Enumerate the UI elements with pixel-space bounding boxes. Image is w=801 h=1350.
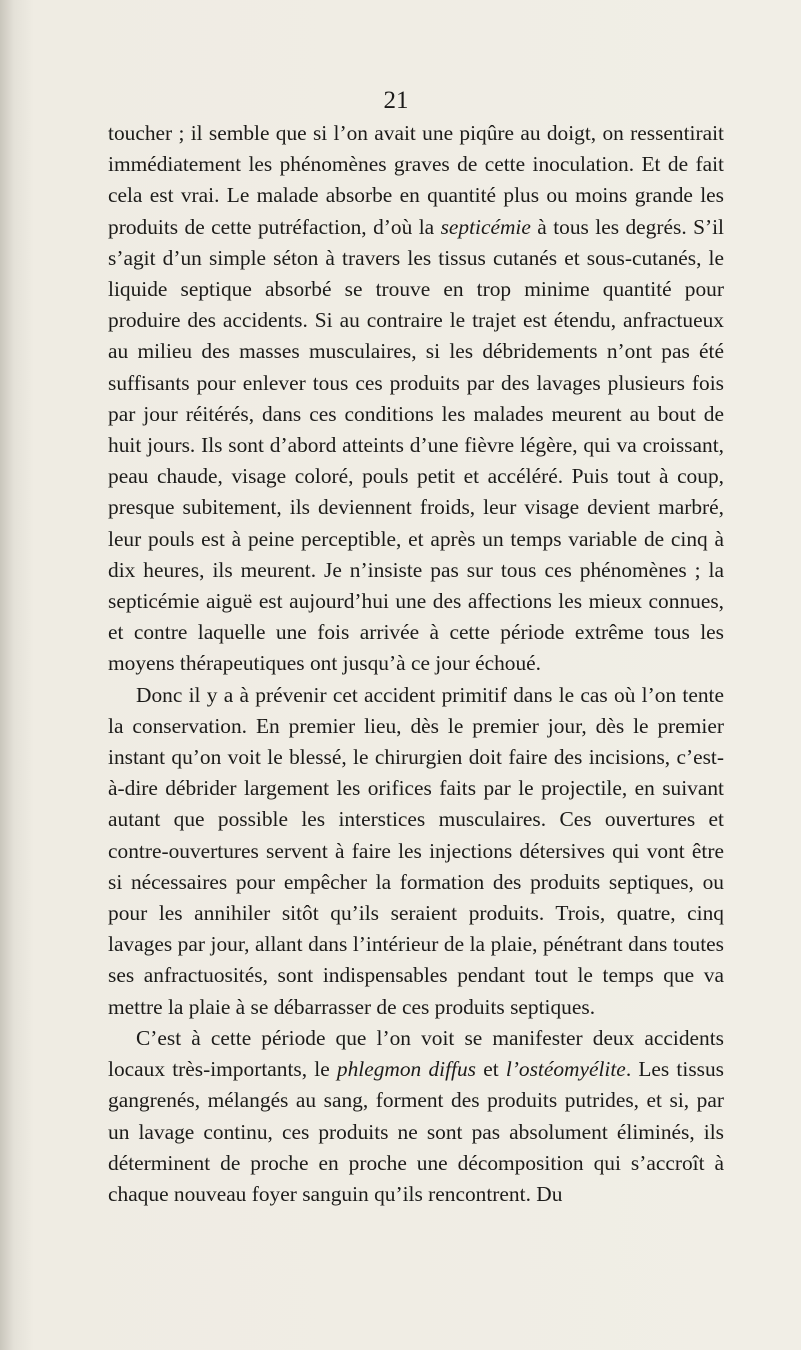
text-run: Donc il y a à prévenir cet accident primitif dans le cas où l’on tente la conservation. En premier lieu, dès le premier jour, dès le premier instant qu’on voit le blessé, le chirurgien doit faire des incisions, c’est-à-dire débrider largement les orifices faits par le projectile, en suivant autant que possible les interstices musculaires. Ces ouvertures et contre-ouvertures servent à faire les injections détersives qui vont être si nécessaires pour empêcher la formation des produits septiques, ou pour les annihiler sitôt qu’ils seraient produits. Trois, quatre, cinq lavages par jour, allant dans l’intérieur de la plaie, pénétrant dans toutes ses anfractuosités, sont indispensables pendant tout le temps que va mettre la plaie à se débarrasser de ces produits septiques. xyxy=(108,682,724,1019)
paragraph-2 xyxy=(108,680,724,1023)
page-number: 21 xyxy=(383,87,409,114)
body-text xyxy=(108,118,724,1210)
italic-term-septicemie: septicémie xyxy=(440,214,531,239)
italic-term-osteomyelite: l’ostéomyélite xyxy=(505,1057,626,1082)
paragraph-3 xyxy=(108,1023,724,1210)
text-run: et xyxy=(476,1057,506,1082)
text-run: . Les tissus gangrenés, mélangés au sang, forment des produits putrides, et si, par un lavage continu, ces produits ne sont pas absolument éliminés, ils déterminent de proche en proche une décomposition qui s’accroît à chaque nouveau foyer sanguin qu’ils rencontrent. Du xyxy=(108,1057,724,1206)
paragraph-1 xyxy=(108,118,724,680)
text-run: C’est à cette période que l’on voit se manifester deux accidents locaux très-importants, le xyxy=(108,1025,724,1082)
text-run: toucher ; il semble que si l’on avait une piqûre au doigt, on ressentirait immédiatement les phénomènes graves de cette inoculation. Et de fait cela est vrai. Le malade absorbe en quantité plus ou moins grande les produits de cette putréfaction, d’où la xyxy=(108,121,724,239)
text-run: à tous les degrés. S’il s’agit d’un simple séton à travers les tissus cutanés et sous-cutanés, le liquide septique absorbé se trouve en trop minime quantité pour produire des accidents. Si au contraire le trajet est étendu, anfractueux au milieu des masses musculaires, si les débridements n’ont pas été suffisants pour enlever tous ces produits par des lavages plusieurs fois par jour réitérés, dans ces conditions les malades meurent au bout de huit jours. Ils sont d’abord atteints d’une fièvre légère, qui va croissant, peau chaude, visage coloré, pouls petit et accéléré. Puis tout à coup, presque subitement, ils deviennent froids, leur visage devient marbré, leur pouls est à peine perceptible, et après un temps variable de cinq à dix heures, ils meurent. Je n’insiste pas sur tous ces phénomènes ; la septicémie aiguë est aujourd’hui une des affections les mieux connues, et contre laquelle une fois arrivée à cette période extrême tous les moyens thérapeutiques ont jusqu’à ce jour échoué. xyxy=(108,214,724,676)
italic-term-phlegmon-diffus: phlegmon diffus xyxy=(336,1057,476,1082)
